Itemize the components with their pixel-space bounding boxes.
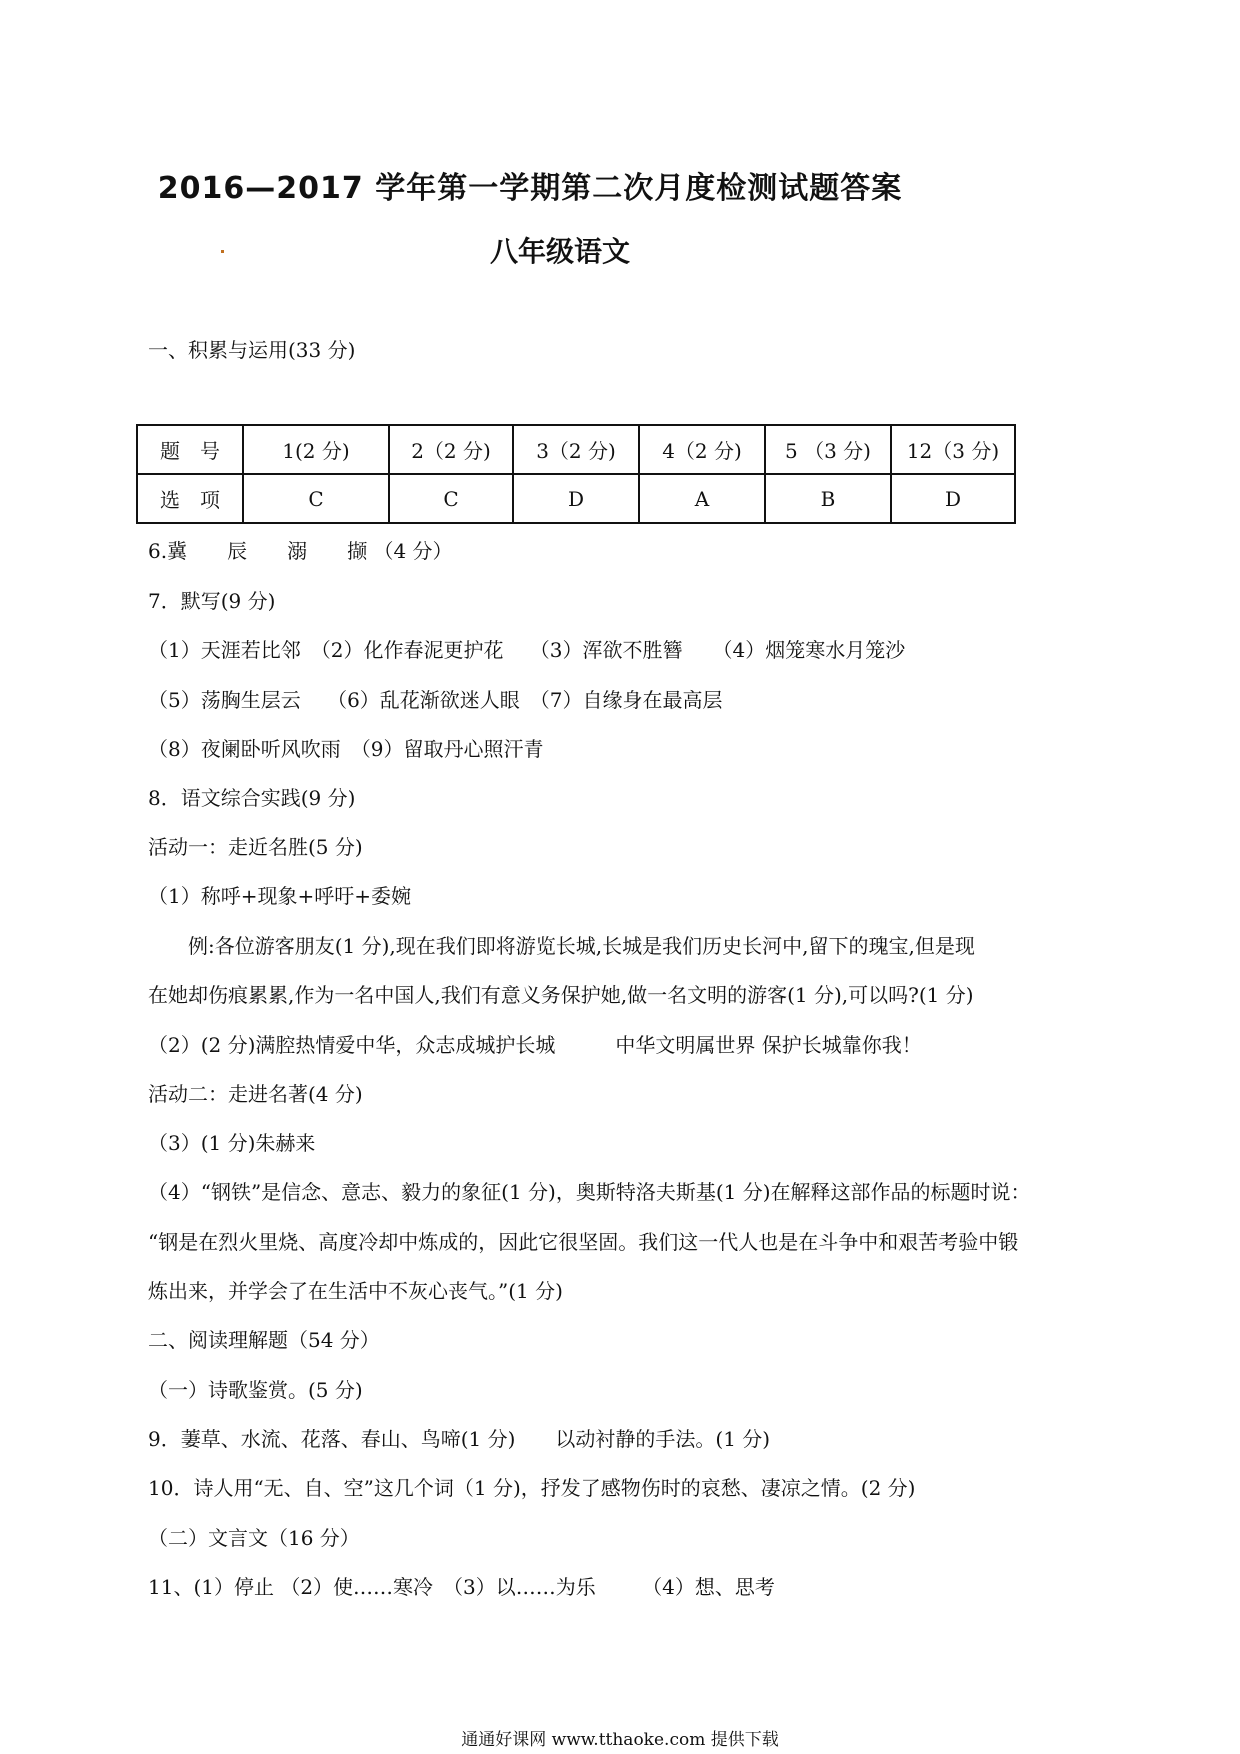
answer-line: 6.冀 辰 溺 撷 （4 分） (148, 539, 453, 563)
answer-line: （3）(1 分)朱赫来 (148, 1131, 316, 1155)
answer-line: （2）(2 分)满腔热情爱中华，众志成城护长城 中华文明属世界 保护长城靠你我！ (148, 1033, 922, 1057)
table-row-header: 选 项 (137, 474, 243, 523)
answer-table (136, 424, 1016, 524)
answer-line: （1）天涯若比邻 （2）化作春泥更护花 （3）浑欲不胜簪 （4）烟笼寒水月笼沙 (148, 638, 906, 662)
section-heading: 一、积累与运用(33 分) (148, 338, 356, 362)
table-cell: 1(2 分) (243, 425, 389, 474)
table-row (137, 474, 1015, 523)
answer-line: 炼出来，并学会了在生活中不灰心丧气。”(1 分) (148, 1279, 563, 1303)
table-cell: 2（2 分) (389, 425, 513, 474)
page-title: 2016—2017 学年第一学期第二次月度检测试题答案 (157, 171, 903, 206)
answer-line: （8）夜阑卧听风吹雨 （9）留取丹心照汗青 (148, 737, 544, 761)
answer-line: 10．诗人用“无、自、空”这几个词（1 分)，抒发了感物伤时的哀愁、凄凉之情。(2 分) (148, 1476, 916, 1500)
table-cell: C (243, 474, 389, 523)
answer-line: （二）文言文（16 分） (148, 1526, 360, 1550)
answer-line: 7．默写(9 分) (148, 589, 276, 613)
table-cell: D (891, 474, 1015, 523)
table-cell: 4（2 分) (639, 425, 765, 474)
footer-text: 通通好课网 www.tthaoke.com 提供下载 (461, 1730, 779, 1750)
answer-line: 9．萋草、水流、花落、春山、鸟啼(1 分) 以动衬静的手法。(1 分) (148, 1427, 771, 1451)
table-cell: 3（2 分) (513, 425, 639, 474)
table-cell: C (389, 474, 513, 523)
answer-line: （5）荡胸生层云 （6）乱花渐欲迷人眼 （7）自缘身在最高层 (148, 688, 723, 712)
table-cell: 5 （3 分) (765, 425, 891, 474)
answer-line: 二、阅读理解题（54 分） (148, 1328, 380, 1352)
answer-line: 11、(1）停止 （2）使……寒冷 （3）以……为乐 （4）想、思考 (148, 1575, 775, 1599)
answer-line: 活动一：走近名胜(5 分) (148, 835, 363, 859)
answer-line: （一）诗歌鉴赏。(5 分) (148, 1378, 363, 1402)
table-cell: D (513, 474, 639, 523)
answer-line: 8．语文综合实践(9 分) (148, 786, 356, 810)
answer-line: 例:各位游客朋友(1 分),现在我们即将游览长城,长城是我们历史长河中,留下的瑰宝,但是现 (148, 934, 975, 958)
table-row-header: 题 号 (137, 425, 243, 474)
answer-line: “钢是在烈火里烧、高度冷却中炼成的，因此它很坚固。我们这一代人也是在斗争中和艰苦考验中锻 (148, 1230, 1019, 1254)
answer-line: （1）称呼+现象+呼吁+委婉 (148, 884, 411, 908)
answer-line: （4）“钢铁”是信念、意志、毅力的象征(1 分)，奥斯特洛夫斯基(1 分)在解释这部作品的标题时说： (148, 1180, 1031, 1204)
stray-dot (221, 250, 224, 253)
table-cell: 12（3 分) (891, 425, 1015, 474)
table-cell: A (639, 474, 765, 523)
page-subtitle: 八年级语文 (489, 235, 630, 268)
table-row (137, 425, 1015, 474)
answer-line: 在她却伤痕累累,作为一名中国人,我们有意义务保护她,做一名文明的游客(1 分),可以吗?(1 分) (148, 983, 974, 1007)
table-cell: B (765, 474, 891, 523)
answer-line: 活动二：走进名著(4 分) (148, 1082, 363, 1106)
